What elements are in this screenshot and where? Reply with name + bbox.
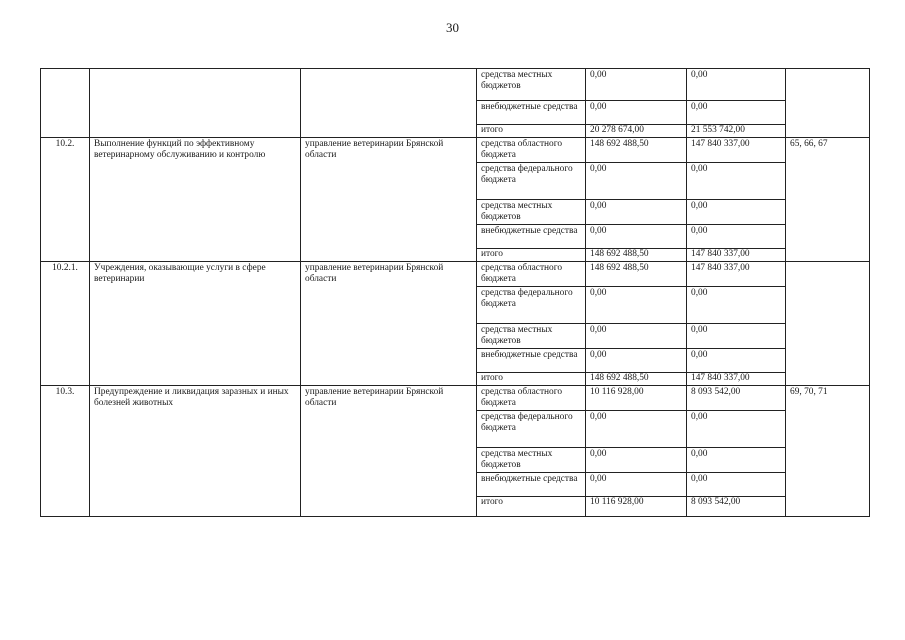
- amount-year-1: 148 692 488,50: [586, 138, 687, 163]
- funding-source: средства федерального бюджета: [477, 163, 586, 200]
- funding-source: средства федерального бюджета: [477, 411, 586, 448]
- amount-year-1: 0,00: [586, 163, 687, 200]
- budget-table: [40, 68, 870, 517]
- amount-year-1: 0,00: [586, 101, 687, 125]
- amount-year-1: 0,00: [586, 287, 687, 324]
- amount-year-1: 0,00: [586, 225, 687, 249]
- amount-year-1: 20 278 674,00: [586, 125, 687, 138]
- funding-source: средства местных бюджетов: [477, 324, 586, 349]
- item-executor: управление ветеринарии Брянской области: [301, 138, 477, 262]
- funding-source: внебюджетные средства: [477, 101, 586, 125]
- indicator-refs: [786, 262, 870, 386]
- funding-source: средства областного бюджета: [477, 386, 586, 411]
- amount-year-2: 147 840 337,00: [687, 262, 786, 287]
- table-row: [41, 138, 870, 163]
- funding-source: средства местных бюджетов: [477, 448, 586, 473]
- indicator-refs: 69, 70, 71: [786, 386, 870, 517]
- item-name: Учреждения, оказывающие услуги в сфере ветеринарии: [90, 262, 301, 386]
- amount-year-2: 0,00: [687, 448, 786, 473]
- amount-year-2: 147 840 337,00: [687, 249, 786, 262]
- amount-year-2: 0,00: [687, 225, 786, 249]
- funding-source: внебюджетные средства: [477, 473, 586, 497]
- funding-source: средства областного бюджета: [477, 138, 586, 163]
- amount-year-2: 21 553 742,00: [687, 125, 786, 138]
- amount-year-1: 0,00: [586, 349, 687, 373]
- item-number: 10.3.: [41, 386, 90, 517]
- indicator-refs: [786, 69, 870, 138]
- amount-year-2: 0,00: [687, 349, 786, 373]
- amount-year-2: 0,00: [687, 163, 786, 200]
- item-executor: управление ветеринарии Брянской области: [301, 386, 477, 517]
- amount-year-1: 10 116 928,00: [586, 497, 687, 517]
- item-number: 10.2.1.: [41, 262, 90, 386]
- page-number: 30: [446, 20, 459, 35]
- table-row: [41, 386, 870, 411]
- amount-year-1: 0,00: [586, 411, 687, 448]
- amount-year-1: 148 692 488,50: [586, 373, 687, 386]
- amount-year-2: 0,00: [687, 200, 786, 225]
- item-executor: [301, 69, 477, 138]
- amount-year-2: 0,00: [687, 473, 786, 497]
- funding-source: внебюджетные средства: [477, 349, 586, 373]
- amount-year-2: 0,00: [687, 101, 786, 125]
- table-row: [41, 69, 870, 101]
- item-name: [90, 69, 301, 138]
- item-name: Выполнение функций по эффективному ветеринарному обслуживанию и контролю: [90, 138, 301, 262]
- amount-year-2: 0,00: [687, 287, 786, 324]
- funding-source: средства федерального бюджета: [477, 287, 586, 324]
- amount-year-1: 148 692 488,50: [586, 249, 687, 262]
- item-number: 10.2.: [41, 138, 90, 262]
- amount-year-2: 0,00: [687, 69, 786, 101]
- amount-year-1: 148 692 488,50: [586, 262, 687, 287]
- amount-year-1: 10 116 928,00: [586, 386, 687, 411]
- funding-source: средства местных бюджетов: [477, 69, 586, 101]
- amount-year-1: 0,00: [586, 69, 687, 101]
- amount-year-2: 147 840 337,00: [687, 138, 786, 163]
- table-row: [41, 262, 870, 287]
- item-executor: управление ветеринарии Брянской области: [301, 262, 477, 386]
- amount-year-2: 0,00: [687, 411, 786, 448]
- amount-year-2: 8 093 542,00: [687, 386, 786, 411]
- funding-source: средства местных бюджетов: [477, 200, 586, 225]
- amount-year-1: 0,00: [586, 448, 687, 473]
- funding-source: итого: [477, 249, 586, 262]
- amount-year-1: 0,00: [586, 473, 687, 497]
- indicator-refs: 65, 66, 67: [786, 138, 870, 262]
- amount-year-1: 0,00: [586, 324, 687, 349]
- item-name: Предупреждение и ликвидация заразных и иных болезней животных: [90, 386, 301, 517]
- amount-year-2: 8 093 542,00: [687, 497, 786, 517]
- amount-year-1: 0,00: [586, 200, 687, 225]
- amount-year-2: 147 840 337,00: [687, 373, 786, 386]
- funding-source: внебюджетные средства: [477, 225, 586, 249]
- budget-table-body: [41, 69, 870, 517]
- funding-source: средства областного бюджета: [477, 262, 586, 287]
- funding-source: итого: [477, 373, 586, 386]
- funding-source: итого: [477, 125, 586, 138]
- funding-source: итого: [477, 497, 586, 517]
- amount-year-2: 0,00: [687, 324, 786, 349]
- item-number: [41, 69, 90, 138]
